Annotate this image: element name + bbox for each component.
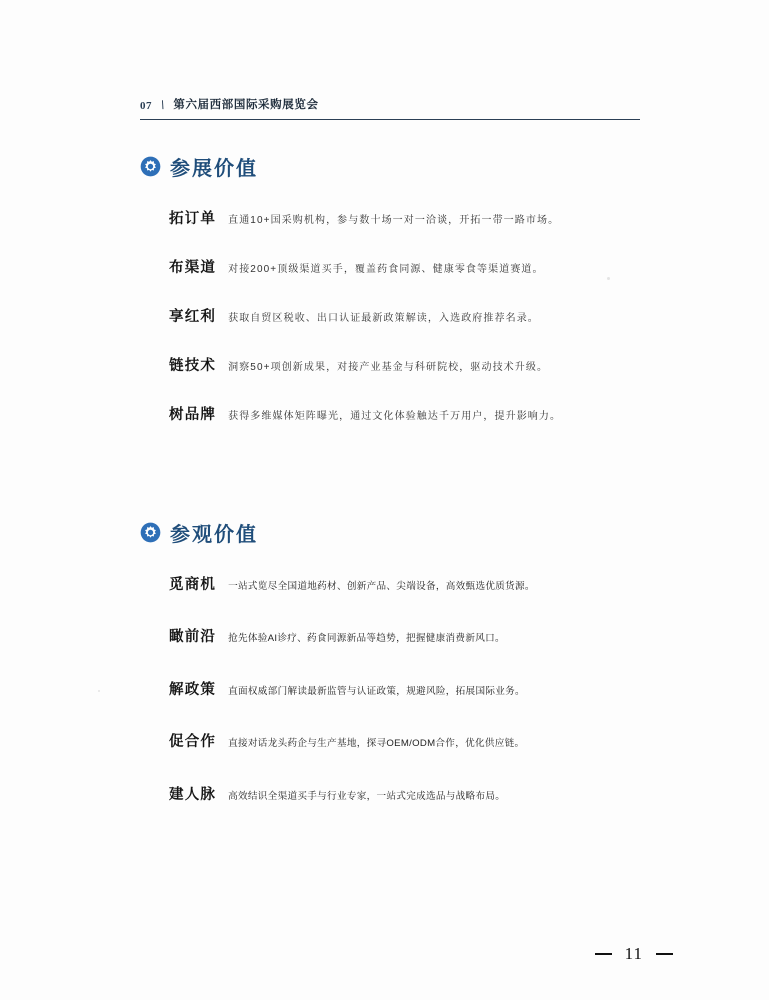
list-item-desc: 抢先体验AI诊疗、药食同源新品等趋势，把握健康消费新风口。 xyxy=(228,633,505,645)
list-item xyxy=(169,625,700,646)
list-item xyxy=(169,730,700,751)
section-title: 参观价值 xyxy=(170,524,258,546)
list-item-desc: 直面权威部门解读最新监管与认证政策，规避风险，拓展国际业务。 xyxy=(228,685,525,697)
footer-dash-left xyxy=(595,953,612,954)
list-item-desc: 获取自贸区税收、出口认证最新政策解读，入选政府推荐名录。 xyxy=(228,313,539,324)
list-item-desc: 洞察50+项创新成果，对接产业基金与科研院校，驱动技术升级。 xyxy=(228,362,549,373)
section-heading xyxy=(140,518,700,547)
gear-icon xyxy=(140,522,161,543)
section-heading xyxy=(140,152,700,181)
list-item-key: 享红利 xyxy=(169,309,217,325)
list-item-key: 布渠道 xyxy=(169,260,217,276)
list-item xyxy=(169,256,700,277)
list-item-key: 促合作 xyxy=(169,734,217,751)
section-exhibit-value xyxy=(140,152,700,452)
list-item-key: 链技术 xyxy=(169,358,217,374)
list-item-key: 解政策 xyxy=(169,681,217,698)
page-header xyxy=(140,96,640,120)
list-item xyxy=(169,783,700,804)
list-item-desc: 直通10+国采购机构，参与数十场一对一洽谈，开拓一带一路市场。 xyxy=(228,215,560,226)
list-item-desc: 一站式览尽全国道地药材、创新产品、尖端设备，高效甄选优质货源。 xyxy=(228,581,535,592)
footer-dash-right xyxy=(656,953,673,954)
value-list xyxy=(140,207,700,424)
section-title: 参展价值 xyxy=(170,158,258,180)
footer-page-number xyxy=(595,944,673,964)
footer-page-label: 11 xyxy=(624,944,643,963)
list-item-desc: 直接对话龙头药企与生产基地，探寻OEM/ODM合作，优化供应链。 xyxy=(228,738,525,750)
list-item-desc: 对接200+顶级渠道买手，覆盖药食同源、健康零食等渠道赛道。 xyxy=(228,264,544,275)
list-item xyxy=(169,573,700,594)
list-item xyxy=(169,305,700,326)
list-item-key: 树品牌 xyxy=(169,407,217,423)
header-page-number: 07 xyxy=(140,100,152,112)
scan-speck xyxy=(607,277,610,280)
list-item xyxy=(169,354,700,375)
list-item-desc: 获得多维媒体矩阵曝光，通过文化体验触达千万用户，提升影响力。 xyxy=(228,411,562,422)
list-item-key: 建人脉 xyxy=(169,786,217,803)
list-item-key: 拓订单 xyxy=(169,211,217,227)
page-title: 第六届西部国际采购展览会 xyxy=(173,99,319,111)
scan-speck xyxy=(98,690,100,692)
list-item xyxy=(169,403,700,424)
gear-icon xyxy=(140,156,161,177)
list-item-desc: 高效结识全渠道买手与行业专家，一站式完成选品与战略布局。 xyxy=(228,790,506,802)
list-item-key: 觅商机 xyxy=(169,577,217,593)
header-divider-glyph: \ xyxy=(159,98,166,112)
list-item xyxy=(169,678,700,699)
list-item-key: 瞰前沿 xyxy=(169,629,217,646)
section-visit-value xyxy=(140,518,700,835)
value-list xyxy=(140,573,700,804)
list-item xyxy=(169,207,700,228)
